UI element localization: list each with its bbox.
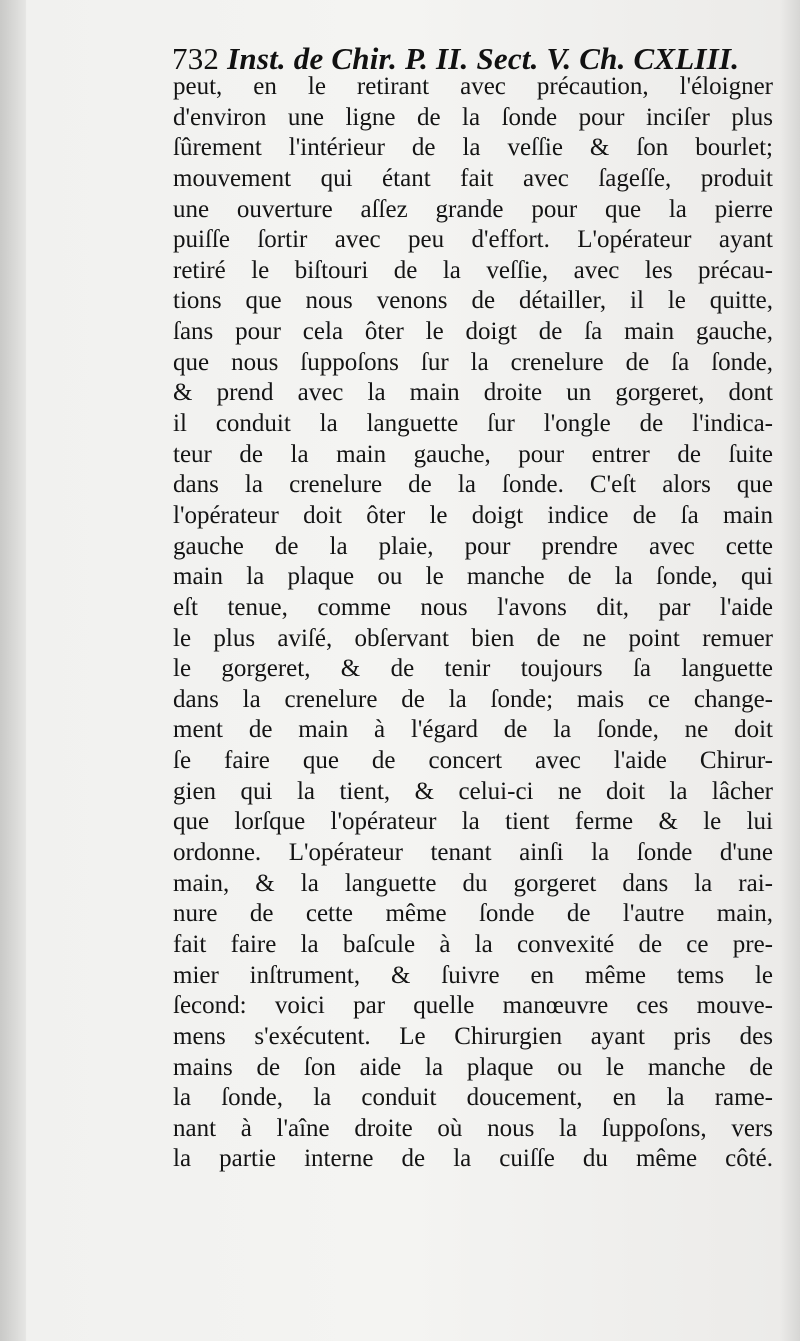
text-line: eſt tenue, comme nous l'avons dit, par l'aide (173, 593, 773, 621)
text-line: que nous ſuppoſons ſur la crenelure de ſa ſonde, (173, 348, 773, 376)
text-line: dans la crenelure de la ſonde. C'eſt alors que (173, 471, 773, 499)
text-line: mier inſtrument, & ſuivre en même tems le (173, 961, 773, 989)
text-line: nant à l'aîne droite où nous la ſuppoſons, vers (173, 1114, 773, 1142)
text-line: fait faire la baſcule à la convexité de ce pre- (173, 930, 773, 958)
text-line: ſe faire que de concert avec l'aide Chirur- (173, 747, 773, 775)
running-head-title: Inst. de Chir. P. II. Sect. V. Ch. CXLIII. (227, 41, 740, 76)
text-line: ſecond: voici par quelle manœuvre ces mouve- (173, 992, 773, 1020)
text-line: la ſonde, la conduit doucement, en la rame- (173, 1084, 773, 1112)
text-line: main, & la languette du gorgeret dans la rai- (173, 869, 773, 897)
text-line: teur de la main gauche, pour entrer de ſuite (173, 440, 773, 468)
text-line: tions que nous venons de détailler, il le quitte, (173, 287, 773, 315)
text-line: gauche de la plaie, pour prendre avec cette (173, 532, 773, 560)
text-line: que lorſque l'opérateur la tient ferme & le lui (173, 808, 773, 836)
text-line: mouvement qui étant fait avec ſageſſe, produit (173, 164, 773, 192)
text-line: ordonne. L'opérateur tenant ainſi la ſonde d'une (173, 839, 773, 867)
text-line: ſans pour cela ôter le doigt de ſa main gauche, (173, 318, 773, 346)
text-line: mains de ſon aide la plaque ou le manche de (173, 1053, 773, 1081)
text-line: peut, en le retirant avec précaution, l'éloigner (173, 73, 773, 100)
text-line: ment de main à l'égard de la ſonde, ne doit (173, 716, 773, 744)
text-line: d'environ une ligne de la ſonde pour inciſer plus (173, 103, 773, 131)
text-line: dans la crenelure de la ſonde; mais ce change- (173, 685, 773, 713)
text-line: main la plaque ou le manche de la ſonde, qui (173, 563, 773, 591)
text-line: ſûrement l'intérieur de la veſſie & ſon bourlet; (173, 134, 773, 162)
text-line: nure de cette même ſonde de l'autre main, (173, 900, 773, 928)
text-line: l'opérateur doit ôter le doigt indice de ſa main (173, 501, 773, 529)
text-line: la partie interne de la cuiſſe du même côté. (173, 1145, 773, 1173)
text-line: retiré le biſtouri de la veſſie, avec les précau- (173, 256, 773, 284)
page-gutter (0, 0, 26, 1341)
text-line: & prend avec la main droite un gorgeret, dont (173, 379, 773, 407)
page-number: 732 (172, 41, 220, 76)
text-line: le plus aviſé, obſervant bien de ne point remuer (173, 624, 773, 652)
text-line: une ouverture aſſez grande pour que la pierre (173, 195, 773, 223)
text-line: mens s'exécutent. Le Chirurgien ayant pris des (173, 1022, 773, 1050)
text-line: gien qui la tient, & celui-ci ne doit la lâcher (173, 777, 773, 805)
text-line: le gorgeret, & de tenir toujours ſa languette (173, 655, 773, 683)
body-text (173, 72, 773, 1175)
text-line: il conduit la languette ſur l'ongle de l'indica- (173, 410, 773, 438)
text-line: puiſſe ſortir avec peu d'effort. L'opérateur ayant (173, 226, 773, 254)
